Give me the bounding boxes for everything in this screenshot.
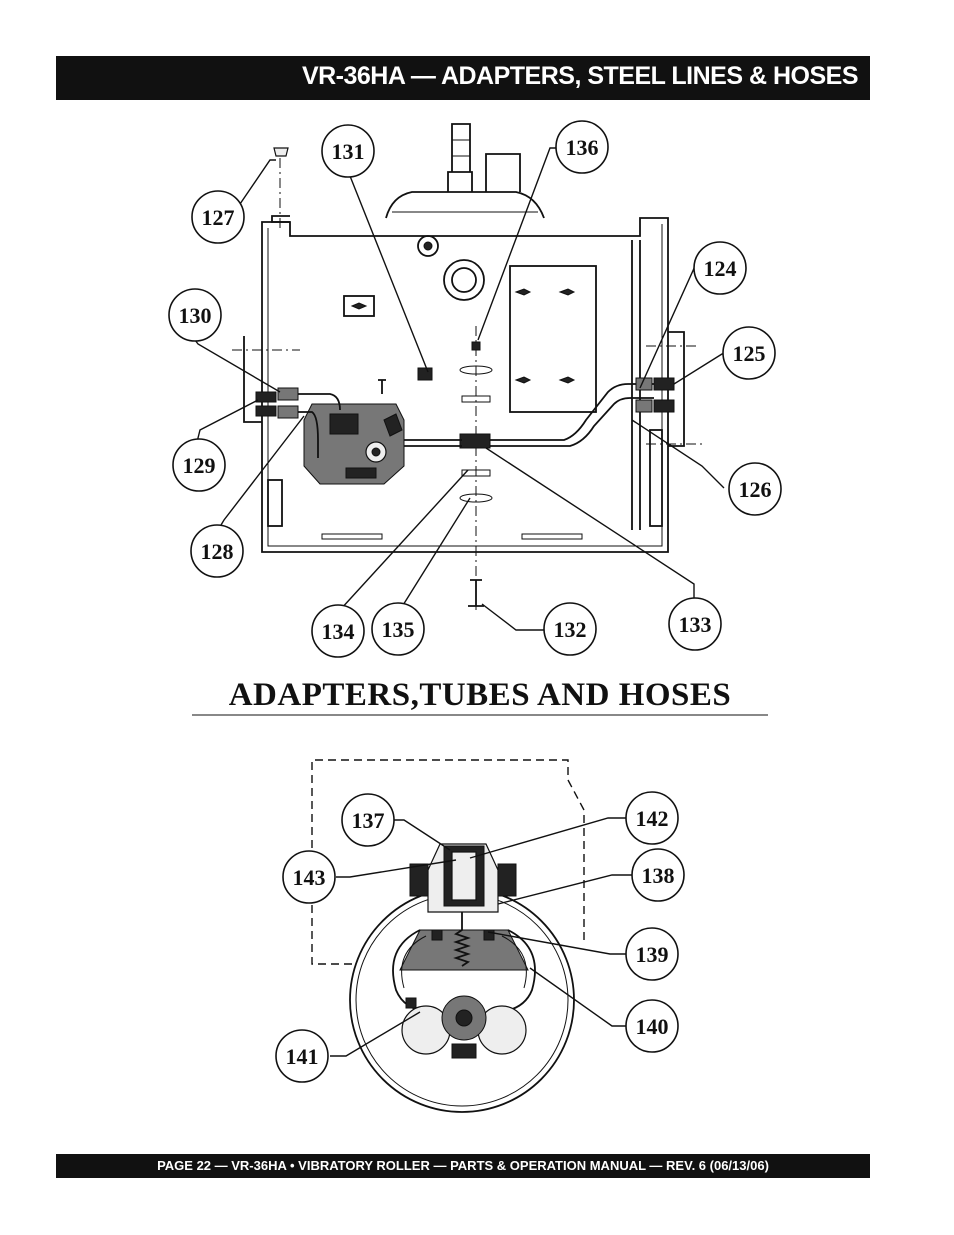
- callout-136: [556, 121, 608, 173]
- footer-text: PAGE 22 — VR-36HA • VIBRATORY ROLLER — PARTS & OPERATION MANUAL — REV. 6 (06/13/06): [157, 1158, 769, 1173]
- svg-text:135: 135: [381, 617, 415, 642]
- svg-text:143: 143: [292, 865, 326, 890]
- callout-126: [729, 463, 781, 515]
- callout-135: [372, 603, 424, 655]
- svg-text:133: 133: [678, 612, 712, 637]
- callout-131: [322, 125, 374, 177]
- callout-132: [544, 603, 596, 655]
- callout-125: [723, 327, 775, 379]
- svg-text:132: 132: [553, 617, 587, 642]
- svg-text:141: 141: [285, 1044, 319, 1069]
- footer-bar: [56, 1154, 870, 1178]
- callout-129: [173, 439, 225, 491]
- svg-text:127: 127: [201, 205, 235, 230]
- callout-137: [342, 794, 394, 846]
- svg-text:137: 137: [351, 808, 385, 833]
- callout-128: [191, 525, 243, 577]
- svg-text:128: 128: [200, 539, 234, 564]
- page-title: VR-36HA — ADAPTERS, STEEL LINES & HOSES: [301, 62, 858, 90]
- callout-141: [276, 1030, 328, 1082]
- callout-124: [694, 242, 746, 294]
- svg-text:131: 131: [331, 139, 365, 164]
- callout-130: [169, 289, 221, 341]
- svg-text:136: 136: [565, 135, 599, 160]
- callout-138: [632, 849, 684, 901]
- svg-text:130: 130: [178, 303, 212, 328]
- svg-text:126: 126: [738, 477, 772, 502]
- section-title: ADAPTERS,TUBES AND HOSES: [228, 677, 732, 713]
- svg-text:140: 140: [635, 1014, 669, 1039]
- top-assembly-drawing: [232, 124, 706, 610]
- callout-140: [626, 1000, 678, 1052]
- callout-134: [312, 605, 364, 657]
- callout-133: [669, 598, 721, 650]
- svg-text:125: 125: [732, 341, 766, 366]
- svg-text:129: 129: [182, 453, 216, 478]
- callout-143: [283, 851, 335, 903]
- callout-139: [626, 928, 678, 980]
- callout-127: [192, 191, 244, 243]
- callout-142: [626, 792, 678, 844]
- svg-text:138: 138: [641, 863, 675, 888]
- top-callouts: [169, 121, 781, 657]
- svg-text:142: 142: [635, 806, 669, 831]
- svg-text:139: 139: [635, 942, 669, 967]
- svg-text:134: 134: [321, 619, 355, 644]
- svg-text:124: 124: [703, 256, 737, 281]
